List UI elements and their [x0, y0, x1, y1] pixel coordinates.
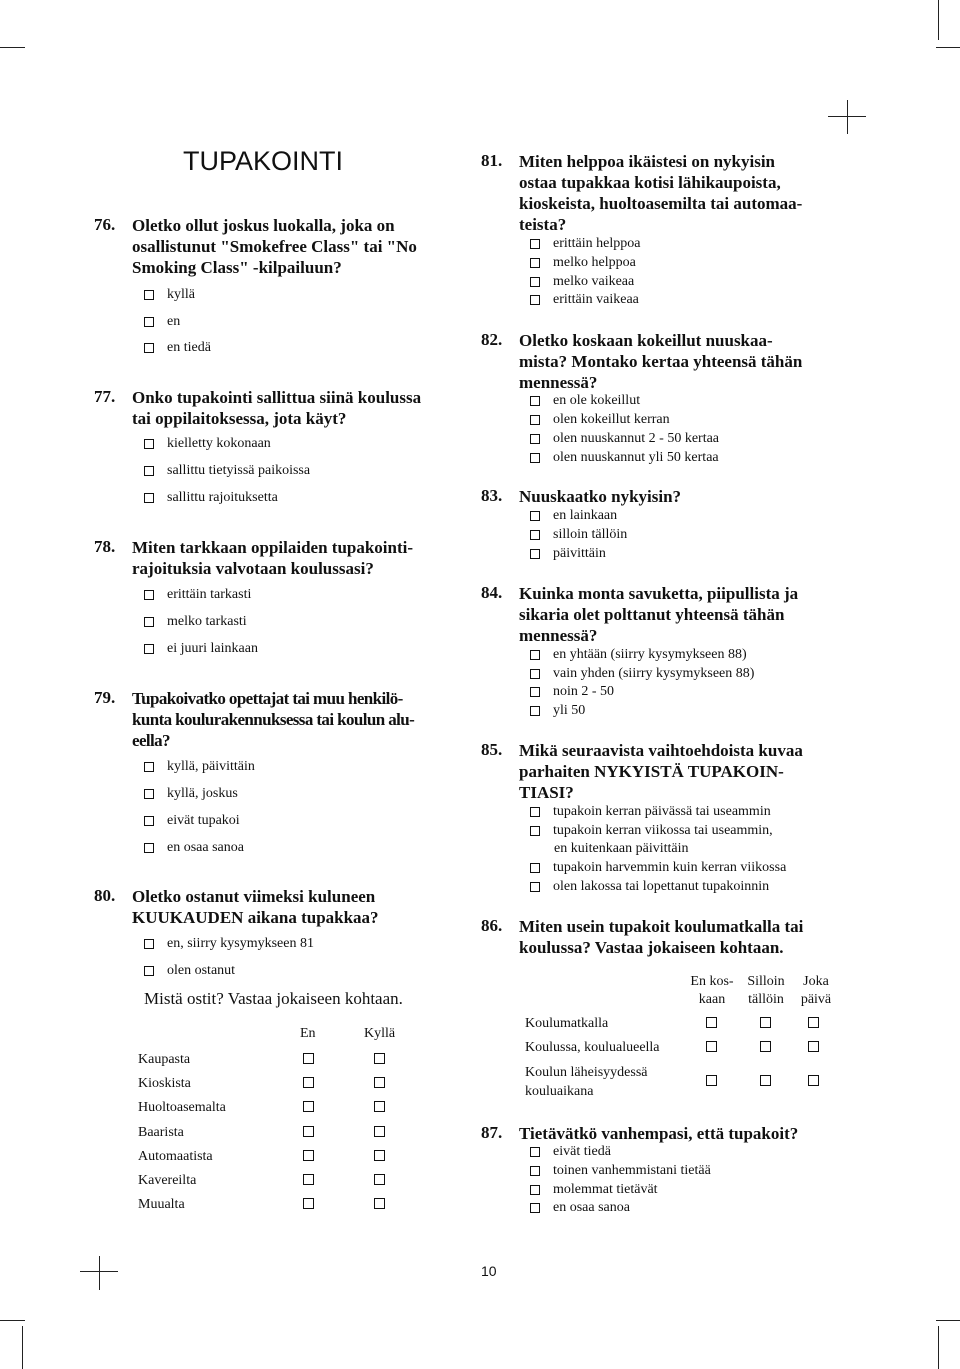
answer-option[interactable]: en: [144, 314, 180, 330]
answer-option[interactable]: en, siirry kysymykseen 81: [144, 936, 314, 952]
question-number: 87.: [481, 1123, 503, 1142]
answer-option[interactable]: olen kokeillut kerran: [530, 412, 670, 428]
checkbox[interactable]: [530, 650, 540, 660]
checkbox[interactable]: [144, 843, 154, 853]
answer-option[interactable]: kyllä, joskus: [144, 786, 238, 802]
row-label: Huoltoasemalta: [138, 1100, 226, 1115]
question-text: Mikä seuraavista vaihtoehdoista kuvaa parhaiten NYKYISTÄ TUPAKOIN- TIASI?: [519, 741, 803, 802]
question-number: 78.: [94, 537, 116, 556]
question-number: 80.: [94, 886, 116, 905]
answer-option[interactable]: kielletty kokonaan: [144, 436, 271, 452]
checkbox[interactable]: [144, 343, 154, 353]
row-label: Koulumatkalla: [525, 1016, 609, 1031]
answer-option[interactable]: melko vaikeaa: [530, 274, 634, 290]
answer-option[interactable]: olen nuuskannut yli 50 kertaa: [530, 450, 719, 466]
answer-option[interactable]: tupakoin kerran päivässä tai useammin: [530, 804, 771, 820]
question-text: Oletko koskaan kokeillut nuuskaa- mista? Montako kertaa yhteensä tähän mennessä?: [519, 331, 803, 392]
question-text: Oletko ostanut viimeksi kuluneen KUUKAUDEN aikana tupakkaa?: [132, 887, 379, 927]
checkbox-en[interactable]: [303, 1150, 314, 1161]
checkbox[interactable]: [530, 1203, 540, 1213]
answer-option[interactable]: toinen vanhemmistani tietää: [530, 1163, 711, 1179]
row-label: Baarista: [138, 1125, 184, 1140]
checkbox[interactable]: [144, 317, 154, 327]
row-label: Muualta: [138, 1197, 185, 1212]
checkbox[interactable]: [144, 493, 154, 503]
checkbox-kylla[interactable]: [374, 1174, 385, 1185]
checkbox[interactable]: [530, 1147, 540, 1157]
answer-option-continuation: en kuitenkaan päivittäin: [554, 841, 689, 856]
question-text: Miten usein tupakoit koulumatkalla tai koulussa? Vastaa jokaiseen kohtaan.: [519, 917, 804, 957]
answer-option[interactable]: en ole kokeillut: [530, 393, 640, 409]
question-number: 83.: [481, 486, 503, 505]
row-label: Kioskista: [138, 1076, 191, 1091]
checkbox-kylla[interactable]: [374, 1150, 385, 1161]
registration-mark: [847, 100, 848, 134]
answer-option[interactable]: päivittäin: [530, 546, 606, 562]
question-text: Miten tarkkaan oppilaiden tupakointi- rajoituksia valvotaan koulussasi?: [132, 538, 414, 578]
answer-option[interactable]: en lainkaan: [530, 508, 617, 524]
question-number: 79.: [94, 688, 116, 707]
checkbox[interactable]: [530, 277, 540, 287]
checkbox-joka-paiva[interactable]: [808, 1075, 819, 1086]
answer-option[interactable]: olen lakossa tai lopettanut tupakoinnin: [530, 879, 769, 895]
question-number: 81.: [481, 151, 503, 170]
crop-mark: [938, 1326, 939, 1369]
checkbox-en[interactable]: [303, 1077, 314, 1088]
answer-option[interactable]: tupakoin kerran viikossa tai useammin,: [530, 823, 773, 839]
answer-option[interactable]: noin 2 - 50: [530, 684, 614, 700]
question-number: 85.: [481, 740, 503, 759]
checkbox[interactable]: [530, 258, 540, 268]
answer-option[interactable]: eivät tiedä: [530, 1144, 611, 1160]
checkbox-silloin-talloin[interactable]: [760, 1075, 771, 1086]
checkbox-en[interactable]: [303, 1174, 314, 1185]
crop-mark: [938, 0, 939, 40]
answer-option[interactable]: sallittu rajoituksetta: [144, 490, 278, 506]
checkbox[interactable]: [530, 453, 540, 463]
question-text: Miten helppoa ikäistesi on nykyisin ostaa tupakkaa kotisi lähikaupoista, kioskeista, huoltoasemilta tai automaa- teista?: [519, 152, 803, 234]
checkbox[interactable]: [144, 590, 154, 600]
checkbox[interactable]: [530, 239, 540, 249]
checkbox[interactable]: [530, 295, 540, 305]
question-number: 76.: [94, 215, 116, 234]
checkbox[interactable]: [144, 617, 154, 627]
question-text: Oletko ollut joskus luokalla, joka on osallistunut "Smokefree Class" tai "No Smoking Class" -kilpailuun?: [132, 216, 417, 277]
checkbox[interactable]: [530, 530, 540, 540]
question-number: 77.: [94, 387, 116, 406]
question-number: 82.: [481, 330, 503, 349]
answer-option[interactable]: kyllä: [144, 287, 195, 303]
answer-option[interactable]: melko helppoa: [530, 255, 636, 271]
checkbox-en[interactable]: [303, 1198, 314, 1209]
checkbox[interactable]: [144, 939, 154, 949]
question-text: Nuuskaatko nykyisin?: [519, 487, 682, 506]
answer-option[interactable]: olen ostanut: [144, 963, 235, 979]
answer-option[interactable]: en yhtään (siirry kysymykseen 88): [530, 647, 747, 663]
checkbox[interactable]: [530, 415, 540, 425]
answer-option[interactable]: melko tarkasti: [144, 614, 247, 630]
answer-option[interactable]: sallittu tietyissä paikoissa: [144, 463, 310, 479]
checkbox[interactable]: [530, 807, 540, 817]
checkbox[interactable]: [530, 882, 540, 892]
answer-option[interactable]: silloin tällöin: [530, 527, 627, 543]
checkbox-kylla[interactable]: [374, 1053, 385, 1064]
checkbox[interactable]: [144, 789, 154, 799]
row-label: Kaupasta: [138, 1052, 191, 1067]
answer-option[interactable]: vain yhden (siirry kysymykseen 88): [530, 666, 754, 682]
column-header: Silloin tällöin: [747, 974, 785, 1007]
crop-mark: [936, 1320, 960, 1321]
checkbox[interactable]: [530, 706, 540, 716]
answer-option[interactable]: erittäin helppoa: [530, 236, 640, 252]
checkbox-joka-paiva[interactable]: [808, 1017, 819, 1028]
column-header: En kos- kaan: [690, 974, 734, 1007]
checkbox-en-koskaan[interactable]: [706, 1017, 717, 1028]
checkbox[interactable]: [530, 669, 540, 679]
question-text: Tietävätkö vanhempasi, että tupakoit?: [519, 1124, 799, 1143]
checkbox[interactable]: [530, 511, 540, 521]
checkbox-kylla[interactable]: [374, 1126, 385, 1137]
question-number: 84.: [481, 583, 503, 602]
checkbox-en[interactable]: [303, 1053, 314, 1064]
checkbox-en[interactable]: [303, 1101, 314, 1112]
crop-mark: [0, 1320, 25, 1321]
answer-option[interactable]: olen nuuskannut 2 - 50 kertaa: [530, 431, 719, 447]
page-number: 10: [481, 1263, 497, 1279]
answer-option[interactable]: molemmat tietävät: [530, 1182, 658, 1198]
checkbox-silloin-talloin[interactable]: [760, 1041, 771, 1052]
question-text: Tupakoivatko opettajat tai muu henkilö- kunta koulurakennuksessa tai koulun alu- eella?: [132, 689, 415, 750]
checkbox-kylla[interactable]: [374, 1198, 385, 1209]
checkbox[interactable]: [144, 466, 154, 476]
registration-mark: [99, 1256, 100, 1290]
answer-option[interactable]: erittäin tarkasti: [144, 587, 251, 603]
column-header: En: [300, 1026, 316, 1041]
column-header: Joka päivä: [800, 974, 832, 1007]
checkbox[interactable]: [530, 687, 540, 697]
question-number: 86.: [481, 916, 503, 935]
checkbox-kylla[interactable]: [374, 1077, 385, 1088]
column-header: Kyllä: [364, 1026, 396, 1041]
checkbox[interactable]: [144, 439, 154, 449]
checkbox-en[interactable]: [303, 1126, 314, 1137]
row-label: Koulun läheisyydessä kouluaikana: [525, 1065, 648, 1099]
answer-option[interactable]: ei juuri lainkaan: [144, 641, 258, 657]
checkbox[interactable]: [144, 644, 154, 654]
checkbox[interactable]: [530, 396, 540, 406]
checkbox[interactable]: [530, 1166, 540, 1176]
answer-option[interactable]: tupakoin harvemmin kuin kerran viikossa: [530, 860, 786, 876]
answer-option[interactable]: eivät tupakoi: [144, 813, 240, 829]
answer-option[interactable]: kyllä, päivittäin: [144, 759, 255, 775]
checkbox-kylla[interactable]: [374, 1101, 385, 1112]
checkbox-en-koskaan[interactable]: [706, 1075, 717, 1086]
checkbox[interactable]: [530, 434, 540, 444]
row-label: Kavereilta: [138, 1173, 197, 1188]
checkbox-en-koskaan[interactable]: [706, 1041, 717, 1052]
crop-mark: [0, 47, 25, 48]
crop-mark: [936, 47, 960, 48]
checkbox[interactable]: [530, 1185, 540, 1195]
question-text: Kuinka monta savuketta, piipullista ja sikaria olet polttanut yhteensä tähän mennessä?: [519, 584, 799, 645]
checkbox[interactable]: [144, 290, 154, 300]
checkbox-joka-paiva[interactable]: [808, 1041, 819, 1052]
checkbox[interactable]: [144, 816, 154, 826]
row-label: Automaatista: [138, 1149, 213, 1164]
answer-option[interactable]: en osaa sanoa: [530, 1200, 630, 1216]
checkbox-silloin-talloin[interactable]: [760, 1017, 771, 1028]
answer-option[interactable]: yli 50: [530, 703, 585, 719]
answer-option[interactable]: en tiedä: [144, 340, 211, 356]
sub-question: Mistä ostit? Vastaa jokaiseen kohtaan.: [144, 989, 403, 1008]
answer-option[interactable]: erittäin vaikeaa: [530, 292, 639, 308]
page-title: TUPAKOINTI: [183, 146, 344, 176]
checkbox[interactable]: [530, 863, 540, 873]
question-text: Onko tupakointi sallittua siinä koulussa tai oppilaitoksessa, jota käyt?: [132, 388, 422, 428]
checkbox[interactable]: [144, 762, 154, 772]
answer-option[interactable]: en osaa sanoa: [144, 840, 244, 856]
checkbox[interactable]: [530, 826, 540, 836]
checkbox[interactable]: [144, 966, 154, 976]
crop-mark: [22, 1326, 23, 1369]
row-label: Koulussa, koulualueella: [525, 1040, 660, 1055]
checkbox[interactable]: [530, 549, 540, 559]
